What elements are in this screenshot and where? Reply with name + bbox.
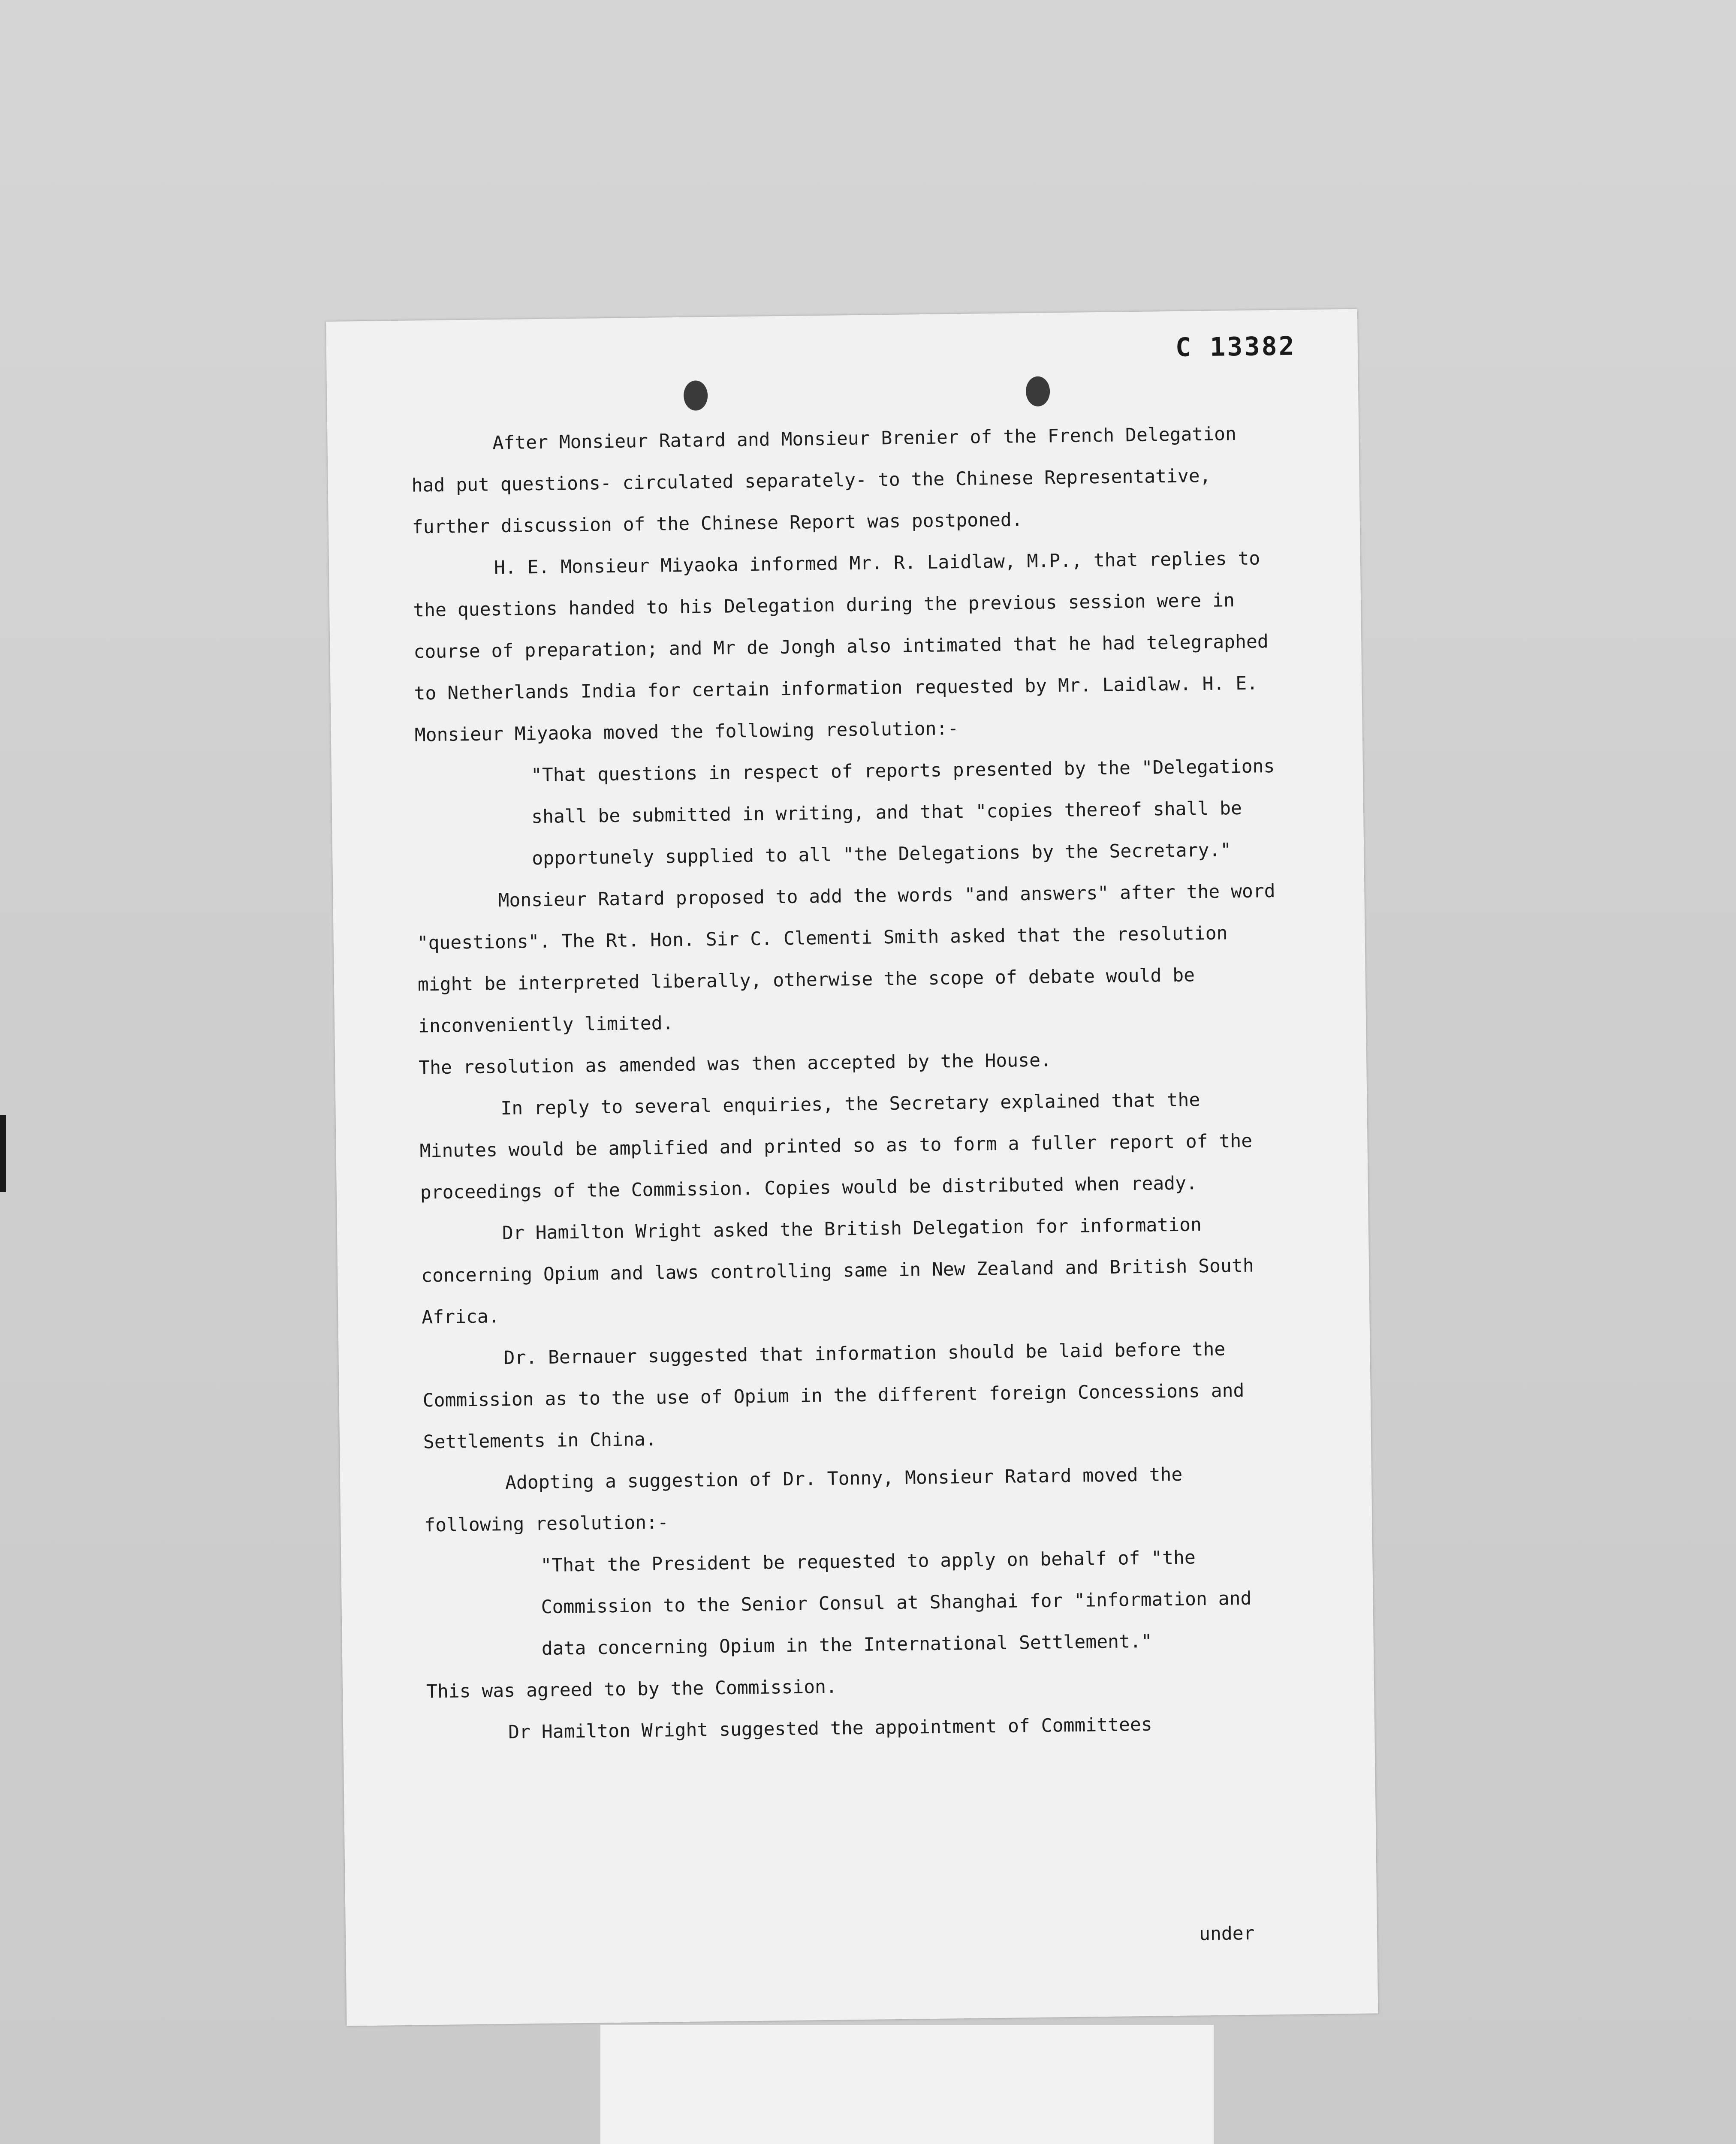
punch-hole-left xyxy=(684,380,708,411)
film-edge-mark xyxy=(0,1115,6,1192)
paragraph: Dr Hamilton Wright asked the British Delegation for information concerning Opium and laws controlling same in New Zealand and British South Africa. xyxy=(421,1214,1254,1328)
document-page xyxy=(326,309,1378,2026)
paragraph: In reply to several enquiries, the Secretary explained that the Minutes would be amplified and printed so as to form a fuller report of the proceedings of the Commission. Copies would be distributed when ready. xyxy=(419,1089,1253,1204)
resolution-quote: "That the President be requested to apply on behalf of "the Commission to the Senior Consul at Shanghai for "information and data concerning Opium in the International Settlement." xyxy=(540,1547,1252,1660)
punch-hole-right xyxy=(1026,376,1050,407)
paragraph: Dr Hamilton Wright suggested the appointment of Committees xyxy=(508,1713,1152,1744)
paragraph: After Monsieur Ratard and Monsieur Brenier of the French Delegation had put questions- circulated separately- to the Chinese Representative, further discussion of the Chinese Report was postponed. xyxy=(411,423,1237,538)
paragraph: Monsieur Ratard proposed to add the words "and answers" after the word "questions". The Rt. Hon. Sir C. Clementi Smith asked that the resolution might be interpreted liberally, otherwise the scope of debate would be inconveniently limited. xyxy=(417,880,1275,1037)
paragraph: This was agreed to by the Commission. xyxy=(426,1676,838,1703)
collection-label-tab xyxy=(600,2024,1215,2144)
paragraph: The resolution as amended was then accepted by the House. xyxy=(418,1049,1052,1079)
reference-number: C 13382 xyxy=(1175,331,1296,363)
catchword: under xyxy=(1199,1922,1255,1945)
paragraph: H. E. Monsieur Miyaoka informed Mr. R. Laidlaw, M.P., that replies to the questions handed to his Delegation during the previous session were in course of preparation; and Mr de Jongh also intimated that he had telegraphed to Netherlands India for certain information requested by Mr. Laidlaw. H. E. Monsieur Miyaoka moved the following resolution:- xyxy=(413,548,1269,746)
document-body xyxy=(411,413,1289,1754)
resolution-quote: "That questions in respect of reports presented by the "Delegations shall be submitted in writing, and that "copies thereof shall be opportunely supplied to all "the Delegations by the Secretary." xyxy=(530,756,1275,870)
paragraph: Adopting a suggestion of Dr. Tonny, Monsieur Ratard moved the following resolution:- xyxy=(424,1463,1183,1536)
paragraph: Dr. Bernauer suggested that information should be laid before the Commission as to the use of Opium in the different foreign Concessions and Settlements in China. xyxy=(422,1338,1245,1453)
